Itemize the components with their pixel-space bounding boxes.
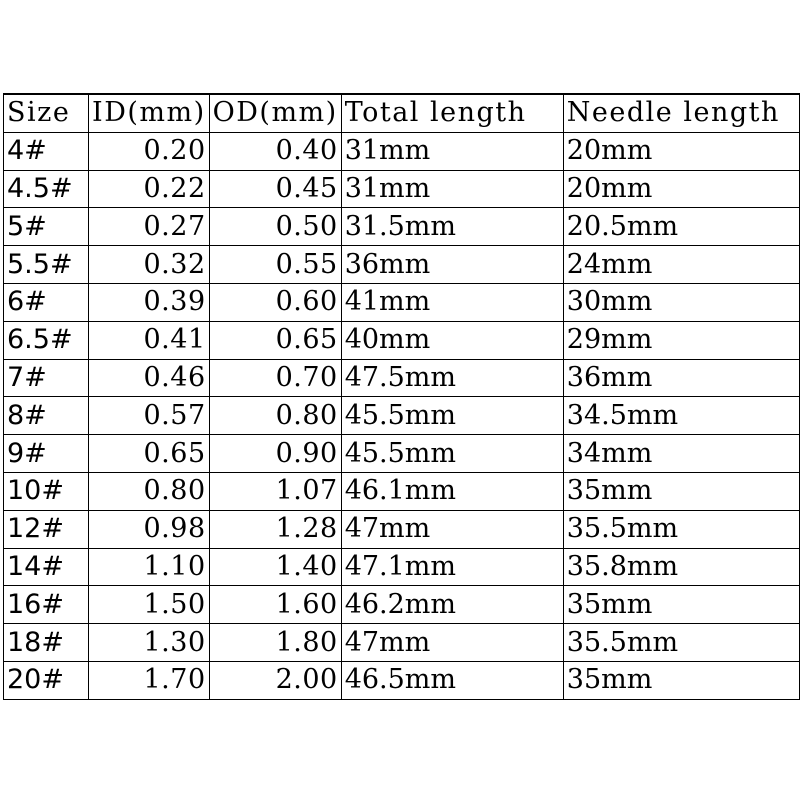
needle-length-cell: 35.5mm [563, 624, 799, 662]
needle-size-table [3, 93, 800, 700]
needle-length-cell: 34mm [563, 435, 799, 473]
table-row [4, 170, 800, 208]
id-cell: 0.27 [89, 208, 210, 246]
total-length-cell: 46.2mm [341, 586, 563, 624]
id-cell: 0.65 [89, 435, 210, 473]
od-cell: 1.07 [209, 472, 341, 510]
size-cell: 8# [4, 397, 89, 435]
needle-length-cell: 20mm [563, 132, 799, 170]
needle-length-cell: 29mm [563, 321, 799, 359]
size-cell: 4.5# [4, 170, 89, 208]
table-row [4, 624, 800, 662]
needle-length-cell: 35mm [563, 472, 799, 510]
total-length-cell: 36mm [341, 246, 563, 284]
table-row [4, 548, 800, 586]
size-cell: 4# [4, 132, 89, 170]
table-body [4, 94, 800, 699]
size-cell: 18# [4, 624, 89, 662]
id-cell: 0.20 [89, 132, 210, 170]
needle-length-cell: 35mm [563, 586, 799, 624]
id-cell: 0.98 [89, 510, 210, 548]
size-cell: 12# [4, 510, 89, 548]
needle-length-cell: 20mm [563, 170, 799, 208]
size-cell: 9# [4, 435, 89, 473]
table-row [4, 397, 800, 435]
total-length-cell: 47.1mm [341, 548, 563, 586]
header-total-length: Total length [341, 94, 563, 132]
size-cell: 6# [4, 283, 89, 321]
od-cell: 1.60 [209, 586, 341, 624]
needle-length-cell: 35mm [563, 661, 799, 699]
table-row [4, 661, 800, 699]
total-length-cell: 45.5mm [341, 435, 563, 473]
size-cell: 20# [4, 661, 89, 699]
od-cell: 1.80 [209, 624, 341, 662]
needle-length-cell: 24mm [563, 246, 799, 284]
total-length-cell: 41mm [341, 283, 563, 321]
header-od-mm: OD(mm) [209, 94, 341, 132]
size-cell: 6.5# [4, 321, 89, 359]
needle-length-cell: 35.8mm [563, 548, 799, 586]
id-cell: 0.32 [89, 246, 210, 284]
header-size: Size [4, 94, 89, 132]
size-cell: 5.5# [4, 246, 89, 284]
needle-length-cell: 35.5mm [563, 510, 799, 548]
id-cell: 0.22 [89, 170, 210, 208]
table-row [4, 472, 800, 510]
size-cell: 10# [4, 472, 89, 510]
id-cell: 0.80 [89, 472, 210, 510]
needle-length-cell: 30mm [563, 283, 799, 321]
total-length-cell: 31mm [341, 132, 563, 170]
table-row [4, 283, 800, 321]
total-length-cell: 46.5mm [341, 661, 563, 699]
needle-length-cell: 34.5mm [563, 397, 799, 435]
id-cell: 0.46 [89, 359, 210, 397]
size-cell: 7# [4, 359, 89, 397]
od-cell: 0.90 [209, 435, 341, 473]
od-cell: 0.70 [209, 359, 341, 397]
od-cell: 0.65 [209, 321, 341, 359]
total-length-cell: 47mm [341, 510, 563, 548]
total-length-cell: 31mm [341, 170, 563, 208]
total-length-cell: 40mm [341, 321, 563, 359]
size-cell: 14# [4, 548, 89, 586]
id-cell: 1.50 [89, 586, 210, 624]
od-cell: 1.40 [209, 548, 341, 586]
od-cell: 0.50 [209, 208, 341, 246]
total-length-cell: 47.5mm [341, 359, 563, 397]
od-cell: 0.45 [209, 170, 341, 208]
od-cell: 0.40 [209, 132, 341, 170]
header-id-mm: ID(mm) [89, 94, 210, 132]
od-cell: 2.00 [209, 661, 341, 699]
table-row [4, 132, 800, 170]
od-cell: 0.80 [209, 397, 341, 435]
id-cell: 0.41 [89, 321, 210, 359]
size-cell: 5# [4, 208, 89, 246]
od-cell: 0.55 [209, 246, 341, 284]
header-needle-length: Needle length [563, 94, 799, 132]
total-length-cell: 31.5mm [341, 208, 563, 246]
total-length-cell: 47mm [341, 624, 563, 662]
table-row [4, 208, 800, 246]
table-row [4, 246, 800, 284]
needle-length-cell: 36mm [563, 359, 799, 397]
total-length-cell: 45.5mm [341, 397, 563, 435]
id-cell: 0.39 [89, 283, 210, 321]
od-cell: 1.28 [209, 510, 341, 548]
table-row [4, 435, 800, 473]
id-cell: 1.10 [89, 548, 210, 586]
header-row [4, 94, 800, 132]
table-row [4, 321, 800, 359]
size-cell: 16# [4, 586, 89, 624]
id-cell: 1.30 [89, 624, 210, 662]
table-row [4, 359, 800, 397]
table-row [4, 586, 800, 624]
id-cell: 0.57 [89, 397, 210, 435]
total-length-cell: 46.1mm [341, 472, 563, 510]
od-cell: 0.60 [209, 283, 341, 321]
table-row [4, 510, 800, 548]
needle-length-cell: 20.5mm [563, 208, 799, 246]
id-cell: 1.70 [89, 661, 210, 699]
